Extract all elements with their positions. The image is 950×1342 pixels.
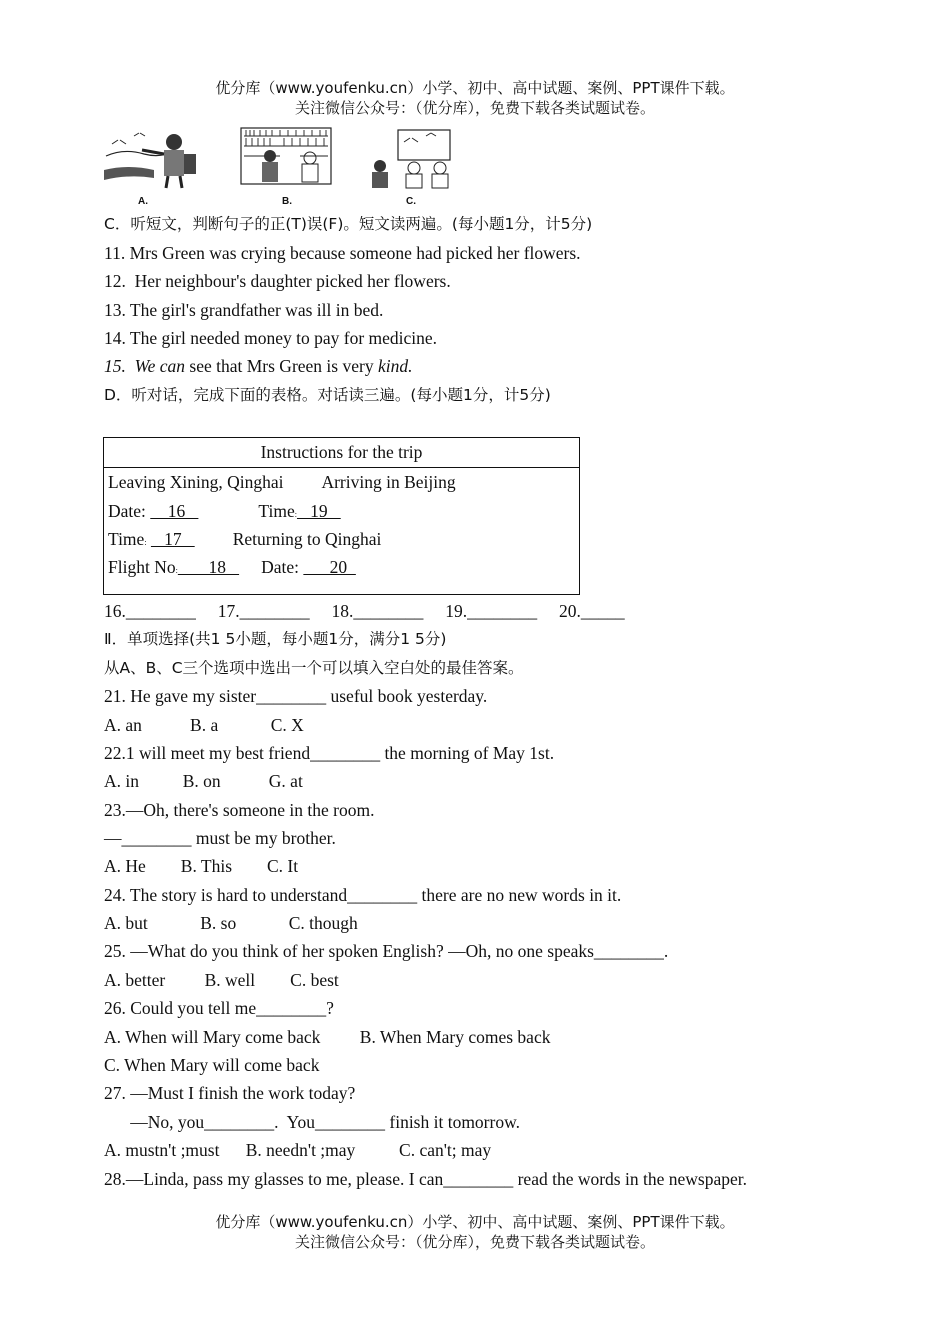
question-24-options: A. but B. so C. though xyxy=(104,913,358,933)
question-27-response: —No, you________. You________ finish it tomorrow. xyxy=(104,1112,520,1132)
picture-a-girl-waving xyxy=(104,126,204,190)
time-colon-leaving: : xyxy=(144,538,147,547)
question-25-options: A. better B. well C. best xyxy=(104,970,339,990)
question-22-options: A. in B. on G. at xyxy=(104,771,303,791)
question-12: 12. Her neighbour's daughter picked her flowers. xyxy=(104,271,451,291)
question-21-options: A. an B. a C. X xyxy=(104,715,304,735)
section-d-instruction: D．听对话，完成下面的表格。对话读三遍。(每小题1分，计5分) xyxy=(104,386,551,404)
picture-c-label: C. xyxy=(406,196,416,207)
question-26: 26. Could you tell me________? xyxy=(104,998,334,1018)
trip-row-flight-date xyxy=(108,556,356,582)
picture-a-label: A. xyxy=(138,196,148,207)
question-27: 27. —Must I finish the work today? xyxy=(104,1083,356,1103)
trip-row-leaving xyxy=(108,471,456,493)
time-label-leaving: Time xyxy=(108,529,145,549)
page-header xyxy=(0,78,950,118)
section-c-instruction: C．听短文，判断句子的正(T)误(F)。短文读两遍。(每小题1分，计5分) xyxy=(104,215,593,233)
picture-b-label: B. xyxy=(282,196,292,207)
blank-19: 19 xyxy=(296,501,341,521)
question-21: 21. He gave my sister________ useful book yesterday. xyxy=(104,686,488,706)
answer-blanks-16-20: 16.________ 17.________ 18.________ 19.________ 20._____ xyxy=(104,601,625,621)
question-11: 11. Mrs Green was crying because someone had picked her flowers. xyxy=(104,243,581,263)
question-15 xyxy=(104,355,412,377)
header-line-1: 优分库（www.youfenku.cn）小学、初中、高中试题、案例、PPT课件下载。 xyxy=(215,79,735,97)
page-footer xyxy=(0,1212,950,1252)
question-24: 24. The story is hard to understand________ there are no new words in it. xyxy=(104,885,622,905)
question-13: 13. The girl's grandfather was ill in bed. xyxy=(104,300,384,320)
arriving-label: Arriving in Beijing xyxy=(321,472,456,492)
section-2-instruction: 从A、B、C三个选项中选出一个可以填入空白处的最佳答案。 xyxy=(104,659,524,677)
header-line-2: 关注微信公众号：（优分库），免费下载各类试题试卷。 xyxy=(294,99,655,117)
blank-18: 18 xyxy=(177,557,240,577)
flight-colon: : xyxy=(175,566,178,575)
section-2-title: Ⅱ．单项选择(共1 5小题，每小题1分，满分1 5分) xyxy=(104,630,447,648)
blank-16: 16 xyxy=(150,501,199,521)
date-label-return: Date: xyxy=(261,557,304,577)
trip-row-date-time xyxy=(108,500,341,526)
question-26-options: A. When will Mary come back B. When Mary comes back xyxy=(104,1027,551,1047)
picture-b-library xyxy=(240,126,332,188)
footer-line-2: 关注微信公众号：（优分库），免费下载各类试题试卷。 xyxy=(294,1233,655,1251)
blank-20: 20 xyxy=(303,557,356,577)
picture-c-classroom xyxy=(368,126,456,190)
question-22: 22.1 will meet my best friend________ the morning of May 1st. xyxy=(104,743,555,763)
time-label-arrival: Time xyxy=(258,501,295,521)
question-23: 23.—Oh, there's someone in the room. xyxy=(104,800,375,820)
question-14: 14. The girl needed money to pay for medicine. xyxy=(104,328,438,348)
flight-label: Flight No xyxy=(108,557,176,577)
question-15-italic-start: 15. We can xyxy=(104,356,186,376)
question-25: 25. —What do you think of her spoken English? —Oh, no one speaks________. xyxy=(104,941,669,961)
question-23-options: A. He B. This C. It xyxy=(104,856,299,876)
trip-table-title: Instructions for the trip xyxy=(104,438,579,468)
question-15-middle: see that Mrs Green is very xyxy=(185,356,378,376)
footer-line-1: 优分库（www.youfenku.cn）小学、初中、高中试题、案例、PPT课件下载。 xyxy=(215,1213,735,1231)
returning-label: Returning to Qinghai xyxy=(232,529,382,549)
blank-17: 17 xyxy=(150,529,195,549)
time-colon-arrival: : xyxy=(294,510,297,519)
leaving-label: Leaving Xining, Qinghai xyxy=(108,472,284,492)
question-26-options-c: C. When Mary will come back xyxy=(104,1055,320,1075)
question-28: 28.—Linda, pass my glasses to me, please. I can________ read the words in the newspaper. xyxy=(104,1169,747,1189)
question-27-options: A. mustn't ;must B. needn't ;may C. can't; may xyxy=(104,1140,492,1160)
trip-instructions-table xyxy=(103,437,580,595)
question-23-response: —________ must be my brother. xyxy=(104,828,336,848)
date-label: Date: xyxy=(108,501,151,521)
trip-row-time-returning xyxy=(108,528,381,554)
question-15-italic-end: kind. xyxy=(377,356,413,376)
